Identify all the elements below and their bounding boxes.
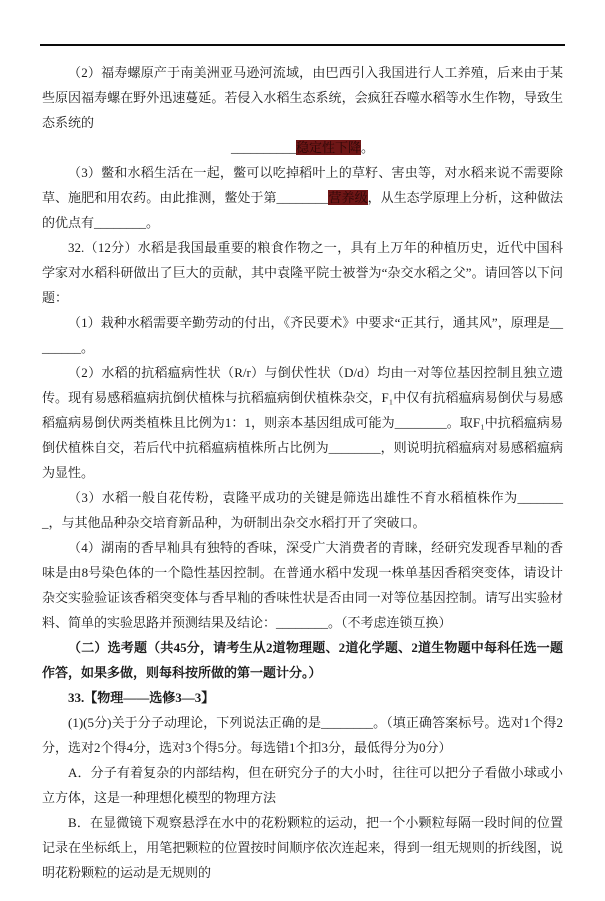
text-run: （3）鳖和水稻生活在一起，鳖可以吃掉稻叶上的草籽、害虫等，对水稻来说不需要除草、施肥和用农药。由此推测，鳖处于第 [42,165,563,205]
text-run: （4）湖南的香早籼具有独特的香味，深受广大消费者的青睐，经研究发现香早籼的香味是由8号染色体的一个隐性基因控制。在普通水稻中发现一株单基因香稻突变体，请设计杂交实验验证该香稻突变体与香早籼的香味性状是否由同一对等位基因控制。请写出实验材料、简单的实验思路并预测结果及结论： [42,540,563,630]
option-b-text [42,810,563,885]
question-33-1-text [42,710,563,760]
answer-blank: ________ [276,615,329,630]
answer-blank: ________ [328,440,381,455]
text-run: 。 [361,140,375,155]
question-32-3-text [42,485,563,535]
highlighted-answer-trophic-level: 营养级 [328,190,368,205]
question-32-intro [42,235,563,310]
question-31-2-text [42,60,563,135]
answer-blank: ________ [42,315,563,355]
answer-blank: ________ [276,190,329,205]
text-run: （3）水稻一般自花传粉，袁隆平成功的关键是筛选出雄性不育水稻植株作为 [68,490,518,505]
answer-blank: ________ [321,715,374,730]
question-31-2-answer-line [42,135,563,160]
document-content [0,46,605,885]
text-run: 。（填正确答案标号。选对1个得2分，选对2个得4分，选对3个得5分。每选错1个扣3分，最低得分为0分） [42,715,563,755]
option-a-text [42,760,563,810]
text-run: (1)(5分)关于分子动理论，下列说法正确的是 [68,715,322,730]
section-2-instructions [42,635,563,685]
answer-blank: ________ [94,215,147,230]
answer-blank: ________ [394,415,447,430]
answer-blank: ________ [42,490,563,530]
text-run: 。（不考虑连锁互换） [328,615,452,630]
text-run: 。取F₁中抗稻瘟病易倒伏植株自交，若后代中抗稻瘟病植株所占比例为 [42,415,563,455]
text-run: ，则说明抗稻瘟病对易感稻瘟病为显性。 [42,440,563,480]
text-run: 32.（12分）水稻是我国最重要的粮食作物之一，具有上万年的种植历史，近代中国科学家对水稻科研做出了巨大的贡献，其中袁隆平院士被誉为“杂交水稻之父”。请回答以下问题： [42,240,563,305]
question-32-2-text [42,360,563,485]
question-32-4-text [42,535,563,635]
text-run: 。 [146,215,160,230]
text-run: （1）栽种水稻需要辛勤劳动的付出，《齐民要术》中要求“正其行，通其风”，原理是 [68,315,550,330]
document-page [0,44,605,901]
text-run: A．分子有着复杂的内部结构，但在研究分子的大小时，往往可以把分子看做小球或小立方体，这是一种理想化模型的物理方法 [42,765,563,805]
text-run: （2）福寿螺原产于南美洲亚马逊河流域，由巴西引入我国进行人工养殖，后来由于某些原因福寿螺在野外迅速蔓延。若侵入水稻生态系统，会疯狂吞噬水稻等水生作物，导致生态系统的 [42,65,563,130]
text-run: 33.【物理——选修3—3】 [68,690,215,705]
answer-blank: __________ [230,140,296,155]
text-run: B．在显微镜下观察悬浮在水中的花粉颗粒的运动，把一个小颗粒每隔一段时间的位置记录在坐标纸上，用笔把颗粒的位置按时间顺序依次连起来，得到一组无规则的折线图，说明花粉颗粒的运动是无规则的 [42,815,563,880]
question-32-1-text [42,310,563,360]
question-33-heading [42,685,563,710]
text-run: 。 [81,340,95,355]
highlighted-answer-stability: 稳定性下降 [295,140,361,155]
text-run: （2）水稻的抗稻瘟病性状（R/r）与倒伏性状（D/d）均由一对等位基因控制且独立遗传。现有易感稻瘟病抗倒伏植株与抗稻瘟病倒伏植株杂交，F₁中仅有抗稻瘟病易倒伏与易感稻瘟病易倒伏两类植株且比例为1：1，则亲本基因组成可能为 [42,365,563,430]
text-run: ，与其他品种杂交培育新品种，为研制出杂交水稻打开了突破口。 [48,515,426,530]
question-31-3-text [42,160,563,235]
text-run: ，从生态学原理上分析，这种做法的优点有 [42,190,563,230]
text-run: （二）选考题（共45分，请考生从2道物理题、2道化学题、2道生物题中每科任选一题作答，如果多做，则每科按所做的第一题计分。） [42,640,563,680]
